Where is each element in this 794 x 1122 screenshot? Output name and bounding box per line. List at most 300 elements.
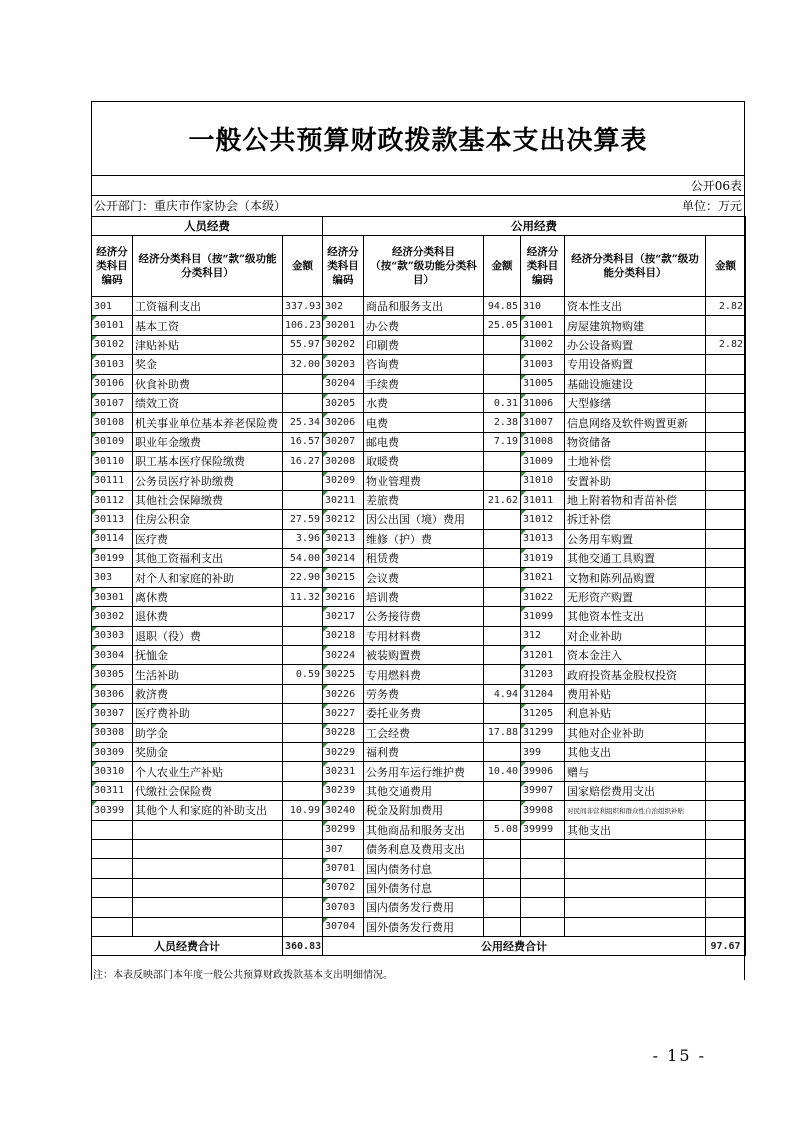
- table-row: [92, 839, 746, 858]
- header-name: 经济分类科目（按“款”级功能分类科目）: [565, 236, 706, 297]
- header-code: 经济分类科目编码: [92, 236, 133, 297]
- code-cell: 30202: [323, 335, 364, 354]
- amount-cell: [283, 878, 323, 897]
- amount-cell: 2.38: [484, 413, 521, 432]
- code-cell: 30218: [323, 626, 364, 645]
- amount-cell: 17.88: [484, 723, 521, 742]
- amount-cell: 3.96: [283, 529, 323, 548]
- code-cell: 30701: [323, 859, 364, 878]
- name-cell: 公务接待费: [364, 607, 484, 626]
- name-cell: 因公出国（境）费用: [364, 510, 484, 529]
- name-cell: 生活补助: [133, 665, 283, 684]
- amount-cell: 25.05: [484, 316, 521, 335]
- code-cell: 31203: [521, 665, 565, 684]
- amount-cell: [706, 723, 746, 742]
- amount-cell: [484, 898, 521, 917]
- amount-cell: [706, 607, 746, 626]
- name-cell: 无形资产购置: [565, 587, 706, 606]
- amount-cell: [484, 510, 521, 529]
- code-cell: [92, 898, 133, 917]
- amount-cell: 0.59: [283, 665, 323, 684]
- amount-cell: 7.19: [484, 432, 521, 451]
- amount-cell: [484, 374, 521, 393]
- code-cell: 30304: [92, 646, 133, 665]
- code-cell: [521, 839, 565, 858]
- amount-cell: [706, 684, 746, 703]
- table-row: [92, 335, 746, 354]
- table-row: [92, 665, 746, 684]
- code-cell: 30211: [323, 490, 364, 509]
- code-cell: 30307: [92, 704, 133, 723]
- amount-cell: [283, 781, 323, 800]
- name-cell: 邮电费: [364, 432, 484, 451]
- name-cell: 国内债务付息: [364, 859, 484, 878]
- table-row: [92, 917, 746, 936]
- amount-cell: [484, 529, 521, 548]
- name-cell: 医疗费: [133, 529, 283, 548]
- name-cell: 信息网络及软件购置更新: [565, 413, 706, 432]
- name-cell: 拆迁补偿: [565, 510, 706, 529]
- code-cell: 30226: [323, 684, 364, 703]
- amount-cell: [706, 762, 746, 781]
- name-cell: 商品和服务支出: [364, 297, 484, 316]
- amount-cell: [484, 878, 521, 897]
- code-cell: 301: [92, 297, 133, 316]
- amount-cell: [706, 471, 746, 490]
- name-cell: 房屋建筑物购建: [565, 316, 706, 335]
- amount-cell: [283, 742, 323, 761]
- amount-cell: [484, 801, 521, 820]
- code-cell: 30111: [92, 471, 133, 490]
- code-cell: 30306: [92, 684, 133, 703]
- code-cell: 30225: [323, 665, 364, 684]
- amount-cell: [283, 471, 323, 490]
- table-row: [92, 704, 746, 723]
- code-cell: 30110: [92, 452, 133, 471]
- name-cell: 住房公积金: [133, 510, 283, 529]
- amount-cell: [484, 781, 521, 800]
- amount-cell: 16.27: [283, 452, 323, 471]
- name-cell: 津贴补贴: [133, 335, 283, 354]
- name-cell: 物资储备: [565, 432, 706, 451]
- amount-cell: [283, 490, 323, 509]
- amount-cell: [706, 452, 746, 471]
- name-cell: 其他工资福利支出: [133, 549, 283, 568]
- amount-cell: [706, 355, 746, 374]
- code-cell: 31019: [521, 549, 565, 568]
- amount-cell: [706, 917, 746, 936]
- amount-cell: [484, 917, 521, 936]
- amount-cell: [484, 355, 521, 374]
- name-cell: 国内债务发行费用: [364, 898, 484, 917]
- name-cell: 工资福利支出: [133, 297, 283, 316]
- section-public: 公用经费: [323, 217, 746, 236]
- name-cell: 其他个人和家庭的补助支出: [133, 801, 283, 820]
- code-cell: 303: [92, 568, 133, 587]
- amount-cell: [706, 490, 746, 509]
- table-row: [92, 297, 746, 316]
- footnote: 注：本表反映部门本年度一般公共预算财政拨款基本支出明细情况。: [93, 970, 393, 981]
- department-label: 公开部门：重庆市作家协会（本级）: [94, 199, 287, 213]
- code-cell: 30305: [92, 665, 133, 684]
- code-cell: 31299: [521, 723, 565, 742]
- amount-cell: [706, 432, 746, 451]
- code-cell: 31006: [521, 393, 565, 412]
- code-cell: 30308: [92, 723, 133, 742]
- code-cell: 39907: [521, 781, 565, 800]
- name-cell: 对个人和家庭的补助: [133, 568, 283, 587]
- name-cell: 奖金: [133, 355, 283, 374]
- unit-label: 单位：万元: [681, 199, 742, 213]
- code-cell: 310: [521, 297, 565, 316]
- name-cell: 培训费: [364, 587, 484, 606]
- code-cell: 30204: [323, 374, 364, 393]
- name-cell: 地上附着物和青苗补偿: [565, 490, 706, 509]
- amount-cell: 55.97: [283, 335, 323, 354]
- code-cell: [92, 820, 133, 839]
- amount-cell: [283, 607, 323, 626]
- code-cell: [521, 917, 565, 936]
- table-row: [92, 898, 746, 917]
- amount-cell: [283, 374, 323, 393]
- amount-cell: [283, 898, 323, 917]
- amount-cell: [706, 587, 746, 606]
- name-cell: 其他交通工具购置: [565, 549, 706, 568]
- name-cell: [565, 917, 706, 936]
- name-cell: 国家赔偿费用支出: [565, 781, 706, 800]
- name-cell: [133, 859, 283, 878]
- code-cell: 31204: [521, 684, 565, 703]
- name-cell: 电费: [364, 413, 484, 432]
- form-number: 公开06表: [690, 179, 742, 193]
- amount-cell: [484, 549, 521, 568]
- name-cell: 其他支出: [565, 820, 706, 839]
- amount-cell: [706, 742, 746, 761]
- amount-cell: [283, 820, 323, 839]
- code-cell: 31002: [521, 335, 565, 354]
- table-row: [92, 762, 746, 781]
- amount-cell: 337.93: [283, 297, 323, 316]
- table-row: [92, 626, 746, 645]
- code-cell: 30199: [92, 549, 133, 568]
- table-row: [92, 393, 746, 412]
- code-cell: 30212: [323, 510, 364, 529]
- totals-row: [92, 936, 746, 955]
- code-cell: [521, 878, 565, 897]
- table-row: [92, 742, 746, 761]
- name-cell: 助学金: [133, 723, 283, 742]
- name-cell: 其他交通费用: [364, 781, 484, 800]
- name-cell: 安置补助: [565, 471, 706, 490]
- amount-cell: 10.40: [484, 762, 521, 781]
- amount-cell: [706, 374, 746, 393]
- amount-cell: 11.32: [283, 587, 323, 606]
- code-cell: 30207: [323, 432, 364, 451]
- name-cell: 办公费: [364, 316, 484, 335]
- name-cell: 咨询费: [364, 355, 484, 374]
- name-cell: 退职（役）费: [133, 626, 283, 645]
- name-cell: 其他商品和服务支出: [364, 820, 484, 839]
- amount-cell: [484, 568, 521, 587]
- code-cell: 30224: [323, 646, 364, 665]
- table-row: [92, 452, 746, 471]
- name-cell: 奖励金: [133, 742, 283, 761]
- name-cell: 对企业补助: [565, 626, 706, 645]
- public-total-value: 97.67: [706, 936, 746, 955]
- name-cell: 土地补偿: [565, 452, 706, 471]
- name-cell: 基础设施建设: [565, 374, 706, 393]
- table-row: [92, 878, 746, 897]
- name-cell: 伙食补助费: [133, 374, 283, 393]
- amount-cell: [484, 859, 521, 878]
- table-row: [92, 510, 746, 529]
- amount-cell: 27.59: [283, 510, 323, 529]
- code-cell: 30101: [92, 316, 133, 335]
- code-cell: 30227: [323, 704, 364, 723]
- amount-cell: 16.57: [283, 432, 323, 451]
- code-cell: 39908: [521, 801, 565, 820]
- name-cell: 工会经费: [364, 723, 484, 742]
- name-cell: 大型修缮: [565, 393, 706, 412]
- amount-cell: 106.23: [283, 316, 323, 335]
- amount-cell: 25.34: [283, 413, 323, 432]
- code-cell: 30109: [92, 432, 133, 451]
- code-cell: 30208: [323, 452, 364, 471]
- code-cell: 31099: [521, 607, 565, 626]
- section-header-row: [92, 217, 746, 236]
- name-cell: 利息补贴: [565, 704, 706, 723]
- code-cell: 30702: [323, 878, 364, 897]
- code-cell: 30310: [92, 762, 133, 781]
- name-cell: 会议费: [364, 568, 484, 587]
- name-cell: 税金及附加费用: [364, 801, 484, 820]
- code-cell: 30240: [323, 801, 364, 820]
- amount-cell: [706, 839, 746, 858]
- table-row: [92, 607, 746, 626]
- code-cell: 30299: [323, 820, 364, 839]
- table-row: [92, 549, 746, 568]
- amount-cell: 54.00: [283, 549, 323, 568]
- name-cell: 职业年金缴费: [133, 432, 283, 451]
- section-personnel: 人员经费: [92, 217, 323, 236]
- amount-cell: [484, 839, 521, 858]
- table-row: [92, 568, 746, 587]
- amount-cell: 4.94: [484, 684, 521, 703]
- name-cell: 资本性支出: [565, 297, 706, 316]
- name-cell: [565, 898, 706, 917]
- amount-cell: [283, 704, 323, 723]
- page-number: - 15 -: [652, 1046, 706, 1065]
- amount-cell: [484, 587, 521, 606]
- amount-cell: [484, 665, 521, 684]
- code-cell: 30103: [92, 355, 133, 374]
- code-cell: 30217: [323, 607, 364, 626]
- code-cell: 30112: [92, 490, 133, 509]
- amount-cell: [283, 393, 323, 412]
- code-cell: 30215: [323, 568, 364, 587]
- personnel-total-value: 360.83: [283, 936, 323, 955]
- table-row: [92, 355, 746, 374]
- amount-cell: [706, 626, 746, 645]
- name-cell: 绩效工资: [133, 393, 283, 412]
- amount-cell: 2.82: [706, 335, 746, 354]
- code-cell: 30106: [92, 374, 133, 393]
- name-cell: 维修（护）费: [364, 529, 484, 548]
- divider: [91, 195, 745, 196]
- code-cell: 30399: [92, 801, 133, 820]
- amount-cell: [283, 859, 323, 878]
- name-cell: 资本金注入: [565, 646, 706, 665]
- name-cell: 代缴社会保险费: [133, 781, 283, 800]
- name-cell: 劳务费: [364, 684, 484, 703]
- amount-cell: [283, 684, 323, 703]
- code-cell: 30214: [323, 549, 364, 568]
- code-cell: 31201: [521, 646, 565, 665]
- amount-cell: 94.85: [484, 297, 521, 316]
- amount-cell: [484, 742, 521, 761]
- amount-cell: [706, 316, 746, 335]
- name-cell: 手续费: [364, 374, 484, 393]
- code-cell: 30201: [323, 316, 364, 335]
- code-cell: 31022: [521, 587, 565, 606]
- code-cell: 39906: [521, 762, 565, 781]
- name-cell: 退休费: [133, 607, 283, 626]
- name-cell: [565, 859, 706, 878]
- amount-cell: [283, 646, 323, 665]
- code-cell: 399: [521, 742, 565, 761]
- code-cell: 30102: [92, 335, 133, 354]
- name-cell: 文物和陈列品购置: [565, 568, 706, 587]
- code-cell: [92, 917, 133, 936]
- name-cell: 福利费: [364, 742, 484, 761]
- code-cell: 30209: [323, 471, 364, 490]
- code-cell: [92, 859, 133, 878]
- code-cell: [521, 859, 565, 878]
- code-cell: 30302: [92, 607, 133, 626]
- amount-cell: [706, 704, 746, 723]
- amount-cell: [706, 898, 746, 917]
- code-cell: 30311: [92, 781, 133, 800]
- amount-cell: [283, 917, 323, 936]
- table-row: [92, 801, 746, 820]
- code-cell: 30206: [323, 413, 364, 432]
- code-cell: 31008: [521, 432, 565, 451]
- code-cell: 30703: [323, 898, 364, 917]
- name-cell: 抚恤金: [133, 646, 283, 665]
- name-cell: 公务用车购置: [565, 529, 706, 548]
- name-cell: [133, 820, 283, 839]
- divider: [91, 175, 745, 176]
- table-row: [92, 413, 746, 432]
- column-header-row: [92, 236, 746, 297]
- amount-cell: [706, 568, 746, 587]
- amount-cell: 32.00: [283, 355, 323, 374]
- name-cell: 医疗费补助: [133, 704, 283, 723]
- amount-cell: [706, 646, 746, 665]
- code-cell: 31003: [521, 355, 565, 374]
- table-row: [92, 859, 746, 878]
- name-cell: 办公设备购置: [565, 335, 706, 354]
- name-cell: 委托业务费: [364, 704, 484, 723]
- header-code: 经济分类科目编码: [521, 236, 565, 297]
- amount-cell: [283, 626, 323, 645]
- code-cell: 30113: [92, 510, 133, 529]
- name-cell: 其他社会保障缴费: [133, 490, 283, 509]
- code-cell: 31007: [521, 413, 565, 432]
- name-cell: [133, 898, 283, 917]
- header-amount: 金额: [283, 236, 323, 297]
- amount-cell: 0.31: [484, 393, 521, 412]
- name-cell: 赠与: [565, 762, 706, 781]
- amount-cell: [706, 529, 746, 548]
- name-cell: [133, 878, 283, 897]
- name-cell: 其他资本性支出: [565, 607, 706, 626]
- amount-cell: 5.08: [484, 820, 521, 839]
- amount-cell: [484, 626, 521, 645]
- name-cell: 费用补贴: [565, 684, 706, 703]
- code-cell: 30107: [92, 393, 133, 412]
- code-cell: 31013: [521, 529, 565, 548]
- table-row: [92, 684, 746, 703]
- table-row: [92, 646, 746, 665]
- amount-cell: [706, 413, 746, 432]
- amount-cell: 22.90: [283, 568, 323, 587]
- name-cell: 政府投资基金股权投资: [565, 665, 706, 684]
- table-row: [92, 471, 746, 490]
- amount-cell: [706, 878, 746, 897]
- header-name: 经济分类科目（按“款”级功能分类科目）: [133, 236, 283, 297]
- code-cell: 30216: [323, 587, 364, 606]
- code-cell: 312: [521, 626, 565, 645]
- name-cell: 对民间非营利组织和群众性自治组织补贴: [565, 801, 706, 820]
- name-cell: 公务员医疗补助缴费: [133, 471, 283, 490]
- name-cell: 水费: [364, 393, 484, 412]
- table-row: [92, 723, 746, 742]
- table-row: [92, 374, 746, 393]
- code-cell: 31011: [521, 490, 565, 509]
- amount-cell: [706, 820, 746, 839]
- amount-cell: [706, 859, 746, 878]
- name-cell: 被装购置费: [364, 646, 484, 665]
- amount-cell: [283, 839, 323, 858]
- code-cell: 31009: [521, 452, 565, 471]
- amount-cell: [484, 471, 521, 490]
- code-cell: 302: [323, 297, 364, 316]
- table-row: [92, 781, 746, 800]
- amount-cell: [283, 723, 323, 742]
- code-cell: 30301: [92, 587, 133, 606]
- code-cell: 39999: [521, 820, 565, 839]
- name-cell: 差旅费: [364, 490, 484, 509]
- amount-cell: 10.99: [283, 801, 323, 820]
- amount-cell: [484, 335, 521, 354]
- code-cell: 30231: [323, 762, 364, 781]
- amount-cell: 21.62: [484, 490, 521, 509]
- name-cell: [133, 839, 283, 858]
- table-row: [92, 820, 746, 839]
- code-cell: 31021: [521, 568, 565, 587]
- name-cell: 职工基本医疗保险缴费: [133, 452, 283, 471]
- amount-cell: [706, 510, 746, 529]
- code-cell: 31205: [521, 704, 565, 723]
- table-row: [92, 490, 746, 509]
- code-cell: 30228: [323, 723, 364, 742]
- amount-cell: [484, 646, 521, 665]
- table-row: [92, 587, 746, 606]
- header-amount: 金额: [484, 236, 521, 297]
- name-cell: 救济费: [133, 684, 283, 703]
- code-cell: 30704: [323, 917, 364, 936]
